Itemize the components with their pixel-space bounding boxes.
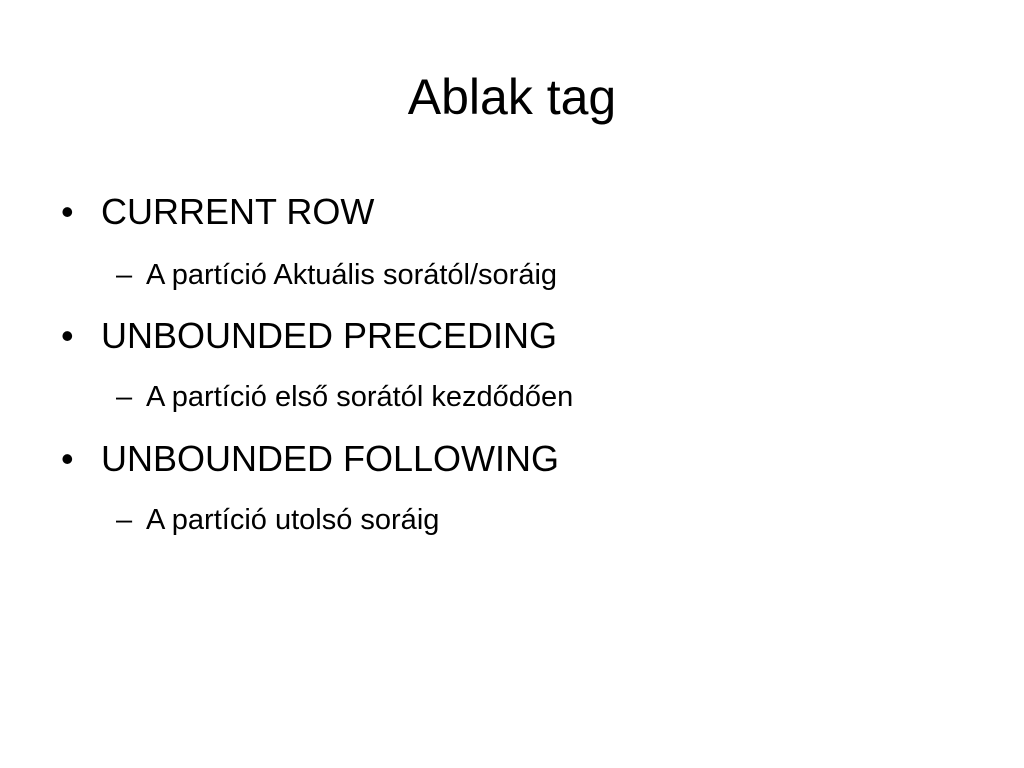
- dash-marker: –: [116, 504, 133, 536]
- bullet-text: UNBOUNDED FOLLOWING: [101, 438, 560, 479]
- slide-title: Ablak tag: [407, 69, 617, 125]
- bullet-marker: •: [61, 315, 74, 356]
- bullet-marker: •: [61, 438, 74, 479]
- dash-marker: –: [116, 259, 133, 291]
- bullet-text: UNBOUNDED PRECEDING: [101, 315, 558, 356]
- sub-bullet-item: [116, 378, 573, 416]
- bullet-marker: •: [61, 191, 74, 232]
- bullet-item: [61, 190, 374, 234]
- bullet-item: [61, 437, 559, 481]
- sub-bullet-text: A partíció utolsó soráig: [146, 504, 440, 536]
- bullet-item: [61, 314, 557, 358]
- sub-bullet-item: [116, 256, 557, 294]
- sub-bullet-item: [116, 501, 439, 539]
- bullet-text: CURRENT ROW: [101, 191, 375, 232]
- dash-marker: –: [116, 381, 133, 413]
- sub-bullet-text: A partíció első sorától kezdődően: [146, 381, 574, 413]
- sub-bullet-text: A partíció Aktuális sorától/soráig: [146, 259, 558, 291]
